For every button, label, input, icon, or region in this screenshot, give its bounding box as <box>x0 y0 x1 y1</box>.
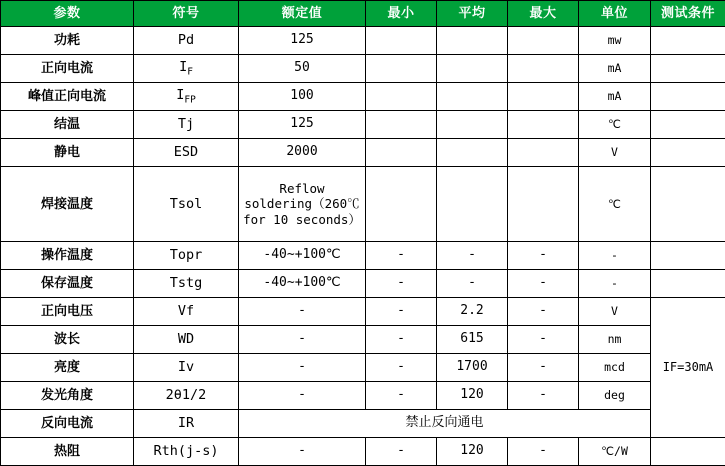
row-max: - <box>508 354 579 382</box>
row-typ: - <box>437 270 508 298</box>
row-parameter: 热阻 <box>1 438 134 466</box>
table-row <box>1 139 725 167</box>
row-max: - <box>508 270 579 298</box>
row-min <box>366 111 437 139</box>
row-symbol: Tsol <box>134 167 239 242</box>
row-min <box>366 27 437 55</box>
row-unit: mw <box>579 27 651 55</box>
row-typ <box>437 83 508 111</box>
row-symbol: 2θ1/2 <box>134 382 239 410</box>
row-unit: ℃ <box>579 167 651 242</box>
row-symbol: Iv <box>134 354 239 382</box>
row-min: - <box>366 242 437 270</box>
row-max: - <box>508 298 579 326</box>
row-typ <box>437 167 508 242</box>
column-header-unit: 单位 <box>579 1 651 27</box>
row-unit: nm <box>579 326 651 354</box>
row-max: - <box>508 326 579 354</box>
row-min <box>366 55 437 83</box>
row-min: - <box>366 270 437 298</box>
row-min <box>366 139 437 167</box>
table-row <box>1 438 725 466</box>
row-test-condition <box>651 111 725 139</box>
row-rated-value: - <box>239 326 366 354</box>
row-parameter: 保存温度 <box>1 270 134 298</box>
table-row <box>1 410 725 438</box>
table-row <box>1 382 725 410</box>
row-min: - <box>366 326 437 354</box>
row-unit: mA <box>579 83 651 111</box>
row-test-condition <box>651 83 725 111</box>
row-unit: - <box>579 242 651 270</box>
table-row <box>1 111 725 139</box>
row-test-condition <box>651 438 725 466</box>
column-header-typ: 平均 <box>437 1 508 27</box>
row-unit: ℃/W <box>579 438 651 466</box>
symbol-subscript: F <box>187 66 193 77</box>
table-row <box>1 55 725 83</box>
table-header <box>1 1 725 27</box>
row-unit: deg <box>579 382 651 410</box>
row-parameter: 发光角度 <box>1 382 134 410</box>
row-rated-value: 50 <box>239 55 366 83</box>
row-test-condition <box>651 55 725 83</box>
row-parameter: 结温 <box>1 111 134 139</box>
row-parameter: 操作温度 <box>1 242 134 270</box>
table-row <box>1 298 725 326</box>
row-typ: 2.2 <box>437 298 508 326</box>
column-header-parameter: 参数 <box>1 1 134 27</box>
row-min: - <box>366 354 437 382</box>
row-max <box>508 83 579 111</box>
row-symbol <box>134 83 239 111</box>
row-unit: - <box>579 270 651 298</box>
row-rated-value: 100 <box>239 83 366 111</box>
row-unit: V <box>579 298 651 326</box>
row-test-condition <box>651 270 725 298</box>
row-test-condition <box>651 242 725 270</box>
row-typ: 1700 <box>437 354 508 382</box>
symbol-base: I <box>179 59 187 75</box>
row-typ <box>437 55 508 83</box>
column-header-max: 最大 <box>508 1 579 27</box>
row-test-condition <box>651 27 725 55</box>
row-rated-value: 125 <box>239 111 366 139</box>
row-parameter: 焊接温度 <box>1 167 134 242</box>
row-max <box>508 27 579 55</box>
row-parameter: 正向电压 <box>1 298 134 326</box>
row-typ <box>437 27 508 55</box>
row-max: - <box>508 382 579 410</box>
row-symbol: Pd <box>134 27 239 55</box>
row-typ: 120 <box>437 438 508 466</box>
column-header-symbol: 符号 <box>134 1 239 27</box>
table-row <box>1 242 725 270</box>
row-min: - <box>366 382 437 410</box>
row-max <box>508 167 579 242</box>
row-unit: V <box>579 139 651 167</box>
row-parameter: 功耗 <box>1 27 134 55</box>
row-test-condition <box>651 139 725 167</box>
row-symbol: Vf <box>134 298 239 326</box>
row-typ <box>437 111 508 139</box>
row-note: 禁止反向通电 <box>239 410 651 438</box>
row-typ: 120 <box>437 382 508 410</box>
row-max: - <box>508 438 579 466</box>
row-unit: ℃ <box>579 111 651 139</box>
row-min <box>366 167 437 242</box>
symbol-subscript: FP <box>184 94 195 105</box>
table-row <box>1 167 725 242</box>
row-symbol: Tj <box>134 111 239 139</box>
row-symbol: IR <box>134 410 239 438</box>
row-typ: - <box>437 242 508 270</box>
row-symbol: ESD <box>134 139 239 167</box>
table-row <box>1 326 725 354</box>
row-typ <box>437 139 508 167</box>
row-test-condition <box>651 167 725 242</box>
table-row <box>1 354 725 382</box>
row-parameter: 亮度 <box>1 354 134 382</box>
row-rated-value: Reflow soldering（260℃ for 10 seconds） <box>239 167 366 242</box>
table-body <box>1 27 725 466</box>
row-unit: mA <box>579 55 651 83</box>
row-rated-value: - <box>239 354 366 382</box>
row-symbol <box>134 55 239 83</box>
row-parameter: 波长 <box>1 326 134 354</box>
table-row <box>1 270 725 298</box>
row-max <box>508 139 579 167</box>
row-max: - <box>508 242 579 270</box>
row-parameter: 反向电流 <box>1 410 134 438</box>
column-header-test-condition: 测试条件 <box>651 1 725 27</box>
row-unit: mcd <box>579 354 651 382</box>
row-symbol: WD <box>134 326 239 354</box>
row-symbol: Tstg <box>134 270 239 298</box>
row-rated-value: -40~+100℃ <box>239 242 366 270</box>
row-symbol: Topr <box>134 242 239 270</box>
header-row <box>1 1 725 27</box>
row-parameter: 正向电流 <box>1 55 134 83</box>
row-parameter: 静电 <box>1 139 134 167</box>
row-parameter: 峰值正向电流 <box>1 83 134 111</box>
table-row <box>1 83 725 111</box>
row-min: - <box>366 298 437 326</box>
column-header-rated-value: 额定值 <box>239 1 366 27</box>
row-symbol: Rth(j-s) <box>134 438 239 466</box>
row-rated-value: -40~+100℃ <box>239 270 366 298</box>
table-row <box>1 27 725 55</box>
row-min: - <box>366 438 437 466</box>
row-rated-value: 2000 <box>239 139 366 167</box>
column-header-min: 最小 <box>366 1 437 27</box>
row-rated-value: - <box>239 382 366 410</box>
test-condition-group: IF=30mA <box>651 298 725 438</box>
row-rated-value: 125 <box>239 27 366 55</box>
row-max <box>508 55 579 83</box>
row-rated-value: - <box>239 298 366 326</box>
row-rated-value: - <box>239 438 366 466</box>
row-max <box>508 111 579 139</box>
symbol-base: I <box>176 87 184 103</box>
row-min <box>366 83 437 111</box>
row-typ: 615 <box>437 326 508 354</box>
